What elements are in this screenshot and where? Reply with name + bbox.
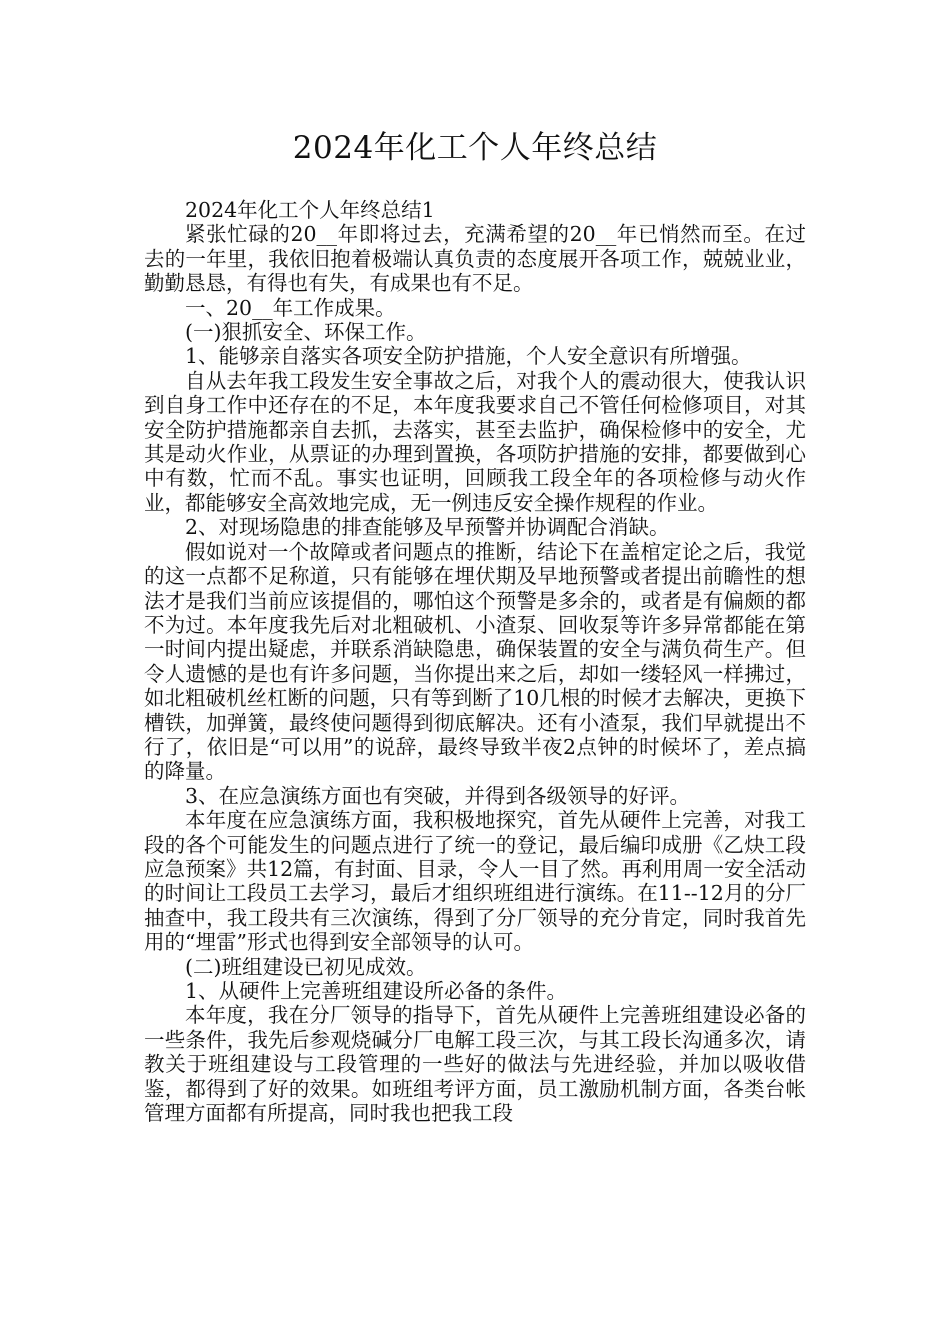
subtitle-paragraph: 2024年化工个人年终总结1 [185,198,435,222]
body-paragraph: 自从去年我工段发生安全事故之后，对我个人的震动很大，使我认识到自身工作中还存在的不足，本年度我要求自己不管任何检修项目，对其安全防护措施都亲自去抓，去落实，甚至去监护，确保检修中的安全，尤其是动火作业，从票证的办理到置换，各项防护措施的安排，都要做到心中有数，忙而不乱。事实也证明，回顾我工段全年的各项检修与动火作业，都能够安全高效地完成，无一例违反安全操作规程的作业。 [144,368,806,515]
item-heading: 1、能够亲自落实各项安全防护措施，个人安全意识有所增强。 [185,344,752,369]
item-heading: 3、在应急演练方面也有突破，并得到各级领导的好评。 [185,783,691,808]
section-heading: 一、20__年工作成果。 [185,295,396,320]
body-paragraph: 假如说对一个故障或者问题点的推断，结论下在盖棺定论之后，我觉的这一点都不足称道，只有能够在埋伏期及早地预警或者提出前瞻性的想法才是我们当前应该提倡的，哪怕这个预警是多余的，或者是有偏颇的都不为过。本年度我先后对北粗破机、小渣泵、回收泵等许多异常都能在第一时间内提出疑虑，并联系消缺隐患，确保装置的安全与满负荷生产。但令人遗憾的是也有许多问题，当你提出来之后，却如一缕轻风一样拂过，如北粗破机丝杠断的问题，只有等到断了10几根的时候才去解决，更换下槽铁，加弹簧，最终使问题得到彻底解决。还有小渣泵，我们早就提出不行了，依旧是“可以用”的说辞，最终导致半夜2点钟的时候坏了，差点搞的降量。 [144,539,806,784]
intro-paragraph: 紧张忙碌的20__年即将过去，充满希望的20__年已悄然而至。在过去的一年里，我依旧抱着极端认真负责的态度展开各项工作，兢兢业业，勤勤恳恳，有得也有失，有成果也有不足。 [144,222,806,296]
document-title: 2024年化工个人年终总结 [292,130,658,166]
body-paragraph: 本年度，我在分厂领导的指导下，首先从硬件上完善班组建设必备的一些条件，我先后参观烧碱分厂电解工段三次，与其工段长沟通多次，请教关于班组建设与工段管理的一些好的做法与先进经验，并加以吸收借鉴，都得到了好的效果。如班组考评方面，员工激励机制方面，各类台帐管理方面都有所提高，同时我也把我工段 [144,1003,806,1126]
body-paragraph: 本年度在应急演练方面，我积极地探究，首先从硬件上完善，对我工段的各个可能发生的问题点进行了统一的登记，最后编印成册《乙炔工段应急预案》共12篇，有封面、目录，令人一目了然。再利用周一安全活动的时间让工段员工去学习，最后才组织班组进行演练。在11--12月的分厂抽查中，我工段共有三次演练，得到了分厂领导的充分肯定，同时我首先用的“埋雷”形式也得到安全部领导的认可。 [144,808,806,955]
item-heading: 2、对现场隐患的排查能够及早预警并协调配合消缺。 [185,515,670,540]
subsection-heading: (一)狠抓安全、环保工作。 [185,320,427,345]
document-body [144,198,806,1125]
item-heading: 1、从硬件上完善班组建设所必备的条件。 [185,979,568,1003]
subsection-heading: (二)班组建设已初见成效。 [185,954,427,979]
